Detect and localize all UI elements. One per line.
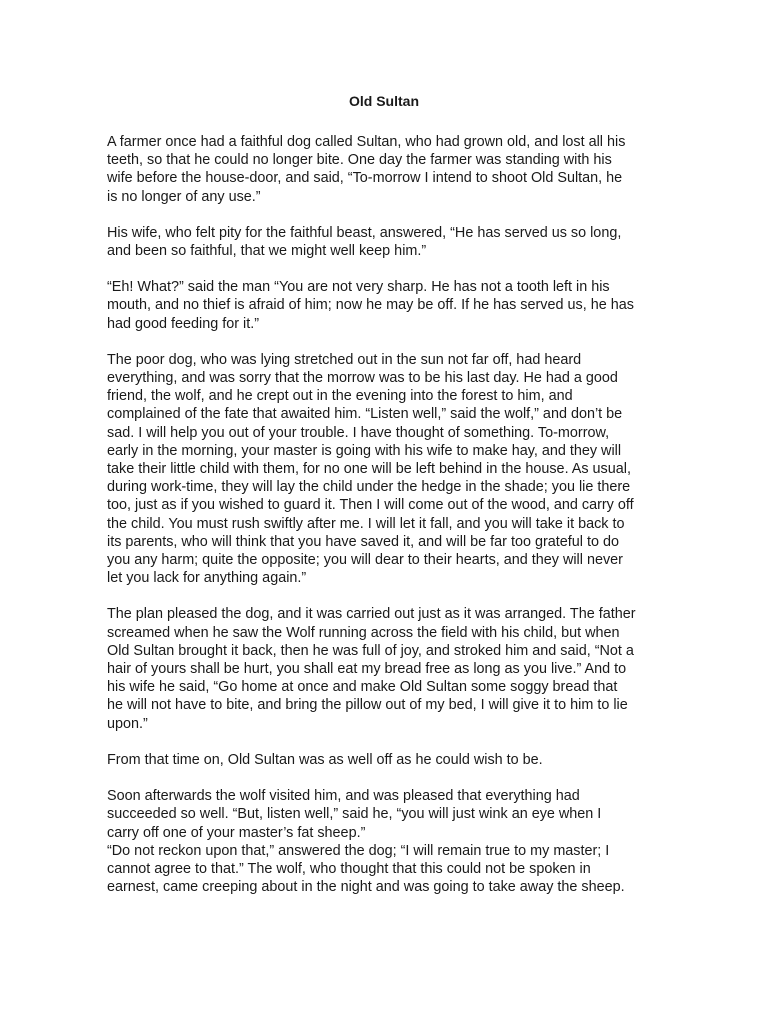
paragraph-6: From that time on, Old Sultan was as well off as he could wish to be.	[107, 751, 543, 768]
paragraph-2: His wife, who felt pity for the faithful beast, answered, “He has served us so long, and been so faithful, that we might well keep him.”	[107, 224, 622, 260]
paragraph-1: A farmer once had a faithful dog called Sultan, who had grown old, and lost all his teeth, so that he could no longer bite. One day the farmer was standing with his wife before the house-door, and said, “To-morrow I intend to shoot Old Sultan, he is no longer of any use.”	[107, 134, 626, 205]
story-body	[107, 133, 663, 914]
paragraph-7: Soon afterwards the wolf visited him, and was pleased that everything had succeeded so well. “But, listen well,” said he, “you will just wink an eye when I carry off one of your master’s fat sheep.”	[107, 788, 602, 841]
paragraph-5: The plan pleased the dog, and it was carried out just as it was arranged. The father screamed when he saw the Wolf running across the field with his child, but when Old Sultan brought it back, then he was full of joy, and stroked him and said, “Not a hair of yours shall be hurt, you shall eat my bread free as long as you live.” And to his wife he said, “Go home at once and make Old Sultan some soggy bread that he will not have to bite, and bring the pillow out of my bed, I will give it to him to lie upon.”	[107, 606, 636, 732]
page-title: Old Sultan	[349, 93, 419, 109]
paragraph-3: “Eh! What?” said the man “You are not very sharp. He has not a tooth left in his mouth, and no thief is afraid of him; now he may be off. If he has served us, he has had good feeding for it.”	[107, 279, 634, 332]
paragraph-8: “Do not reckon upon that,” answered the dog; “I will remain true to my master; I cannot agree to that.” The wolf, who thought that this could not be spoken in earnest, came creeping about in the night and was going to take away the sheep.	[107, 842, 625, 896]
paragraph-4: The poor dog, who was lying stretched out in the sun not far off, had heard everything, and was sorry that the morrow was to be his last day. He had a good friend, the wolf, and he crept out in the evening into the forest to him, and complained of the fate that awaited him. “Listen well,” said the wolf,” and don’t be sad. I will help you out of your trouble. I have thought of something. To-morrow, early in the morning, your master is going with his wife to make hay, and they will take their little child with them, for no one will be left behind in the house. As usual, during work-time, they will lay the child under the hedge in the shade; you lie there too, just as if you wished to guard it. Then I will come out of the wood, and carry off the child. You must rush swiftly after me. I will let it fall, and you will take it back to its parents, who will think that you have saved it, and will be far too grateful to do you any harm; quite the opposite; you will dear to their hearts, and they will never let you lack for anything again.”	[107, 351, 634, 587]
